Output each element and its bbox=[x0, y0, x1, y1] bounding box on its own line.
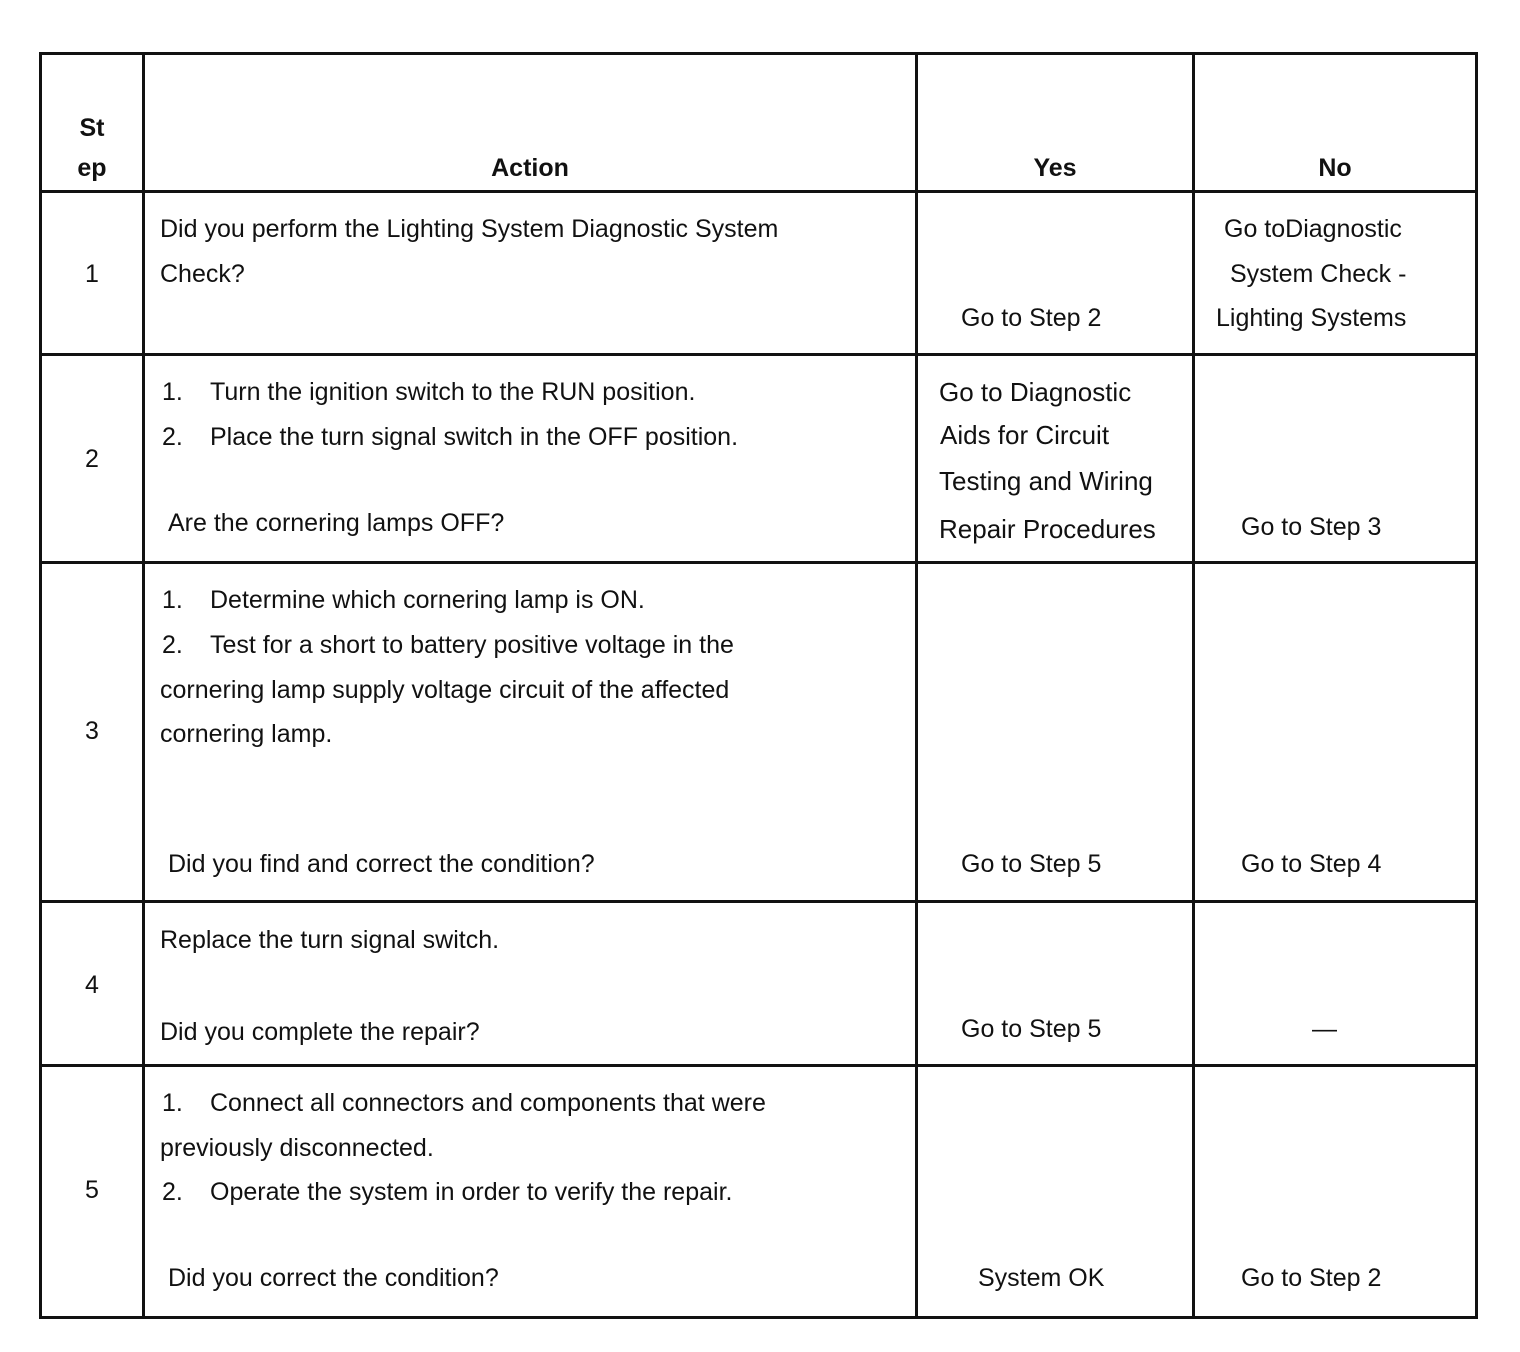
no-outcome: Go to Step 2 bbox=[1241, 1264, 1382, 1292]
diagnostic-table bbox=[39, 52, 1478, 1319]
yes-cell bbox=[917, 1066, 1194, 1318]
action-question: Did you correct the condition? bbox=[168, 1264, 499, 1292]
table-row bbox=[41, 902, 1477, 1066]
list-number: 2. bbox=[162, 1178, 183, 1206]
list-number: 1. bbox=[162, 586, 183, 614]
action-cell bbox=[144, 1066, 917, 1318]
action-cell bbox=[144, 192, 917, 355]
list-number: 1. bbox=[162, 1089, 183, 1117]
list-text: Place the turn signal switch in the OFF position. bbox=[210, 423, 739, 451]
yes-outcome: Aids for Circuit bbox=[940, 420, 1110, 450]
list-text: Test for a short to battery positive voltage in the bbox=[210, 631, 734, 659]
yes-cell bbox=[917, 902, 1194, 1066]
yes-outcome: Go to Step 5 bbox=[961, 850, 1102, 878]
action-text: cornering lamp. bbox=[160, 720, 333, 748]
action-list-item bbox=[162, 1088, 766, 1118]
list-number: 2. bbox=[162, 423, 183, 451]
table-row bbox=[41, 563, 1477, 902]
action-text: Replace the turn signal switch. bbox=[160, 926, 500, 954]
list-text: Connect all connectors and components that were bbox=[210, 1089, 766, 1117]
header-no-cell bbox=[1194, 54, 1477, 192]
action-cell bbox=[144, 563, 917, 902]
diagnostic-table-frame bbox=[39, 52, 1475, 1316]
list-number: 2. bbox=[162, 631, 183, 659]
yes-cell bbox=[917, 192, 1194, 355]
step-cell bbox=[41, 192, 144, 355]
step-cell bbox=[41, 902, 144, 1066]
no-outcome: System Check - bbox=[1230, 260, 1407, 288]
step-cell bbox=[41, 1066, 144, 1318]
yes-cell bbox=[917, 355, 1194, 563]
no-cell bbox=[1194, 355, 1477, 563]
yes-outcome: System OK bbox=[978, 1264, 1105, 1292]
action-question: Are the cornering lamps OFF? bbox=[168, 509, 505, 537]
action-question: Did you complete the repair? bbox=[160, 1018, 480, 1046]
action-text: Check? bbox=[160, 260, 245, 288]
no-cell bbox=[1194, 192, 1477, 355]
table-row bbox=[41, 355, 1477, 563]
header-yes: Yes bbox=[1033, 154, 1077, 182]
action-list-item bbox=[162, 1177, 732, 1207]
list-text: Turn the ignition switch to the RUN position. bbox=[210, 378, 696, 406]
header-no: No bbox=[1318, 154, 1352, 182]
table-row bbox=[41, 192, 1477, 355]
action-text: previously disconnected. bbox=[160, 1134, 434, 1162]
header-yes-cell bbox=[917, 54, 1194, 192]
header-action: Action bbox=[491, 154, 569, 182]
no-cell bbox=[1194, 902, 1477, 1066]
no-cell bbox=[1194, 563, 1477, 902]
action-question: Did you find and correct the condition? bbox=[168, 850, 595, 878]
yes-outcome: Go to Diagnostic bbox=[939, 377, 1132, 407]
yes-outcome: Go to Step 5 bbox=[961, 1015, 1102, 1043]
header-step-line2: ep bbox=[77, 154, 107, 182]
header-step-line1: St bbox=[79, 114, 105, 142]
yes-outcome: Go to Step 2 bbox=[961, 304, 1102, 332]
step-number: 1 bbox=[85, 260, 99, 288]
no-outcome: Go to Step 4 bbox=[1241, 850, 1382, 878]
list-text: Operate the system in order to verify the repair. bbox=[210, 1178, 733, 1206]
action-text: Did you perform the Lighting System Diagnostic System bbox=[160, 215, 779, 243]
action-list-item bbox=[162, 630, 734, 660]
action-list-item bbox=[162, 422, 738, 452]
yes-outcome: Testing and Wiring bbox=[939, 466, 1153, 496]
no-outcome: — bbox=[1312, 1015, 1337, 1043]
step-cell bbox=[41, 563, 144, 902]
no-outcome: Lighting Systems bbox=[1216, 304, 1407, 332]
step-number: 4 bbox=[85, 971, 99, 999]
step-number: 3 bbox=[85, 717, 99, 745]
list-text: Determine which cornering lamp is ON. bbox=[210, 586, 645, 614]
yes-cell bbox=[917, 563, 1194, 902]
action-list-item bbox=[162, 585, 645, 615]
action-text: cornering lamp supply voltage circuit of the affected bbox=[160, 676, 730, 704]
no-cell bbox=[1194, 1066, 1477, 1318]
action-list-item bbox=[162, 377, 695, 407]
action-cell bbox=[144, 902, 917, 1066]
header-action-cell bbox=[144, 54, 917, 192]
list-number: 1. bbox=[162, 378, 183, 406]
action-cell bbox=[144, 355, 917, 563]
header-row bbox=[41, 54, 1477, 192]
header-step-cell bbox=[41, 54, 144, 192]
no-outcome: Go toDiagnostic bbox=[1224, 215, 1402, 243]
table-row bbox=[41, 1066, 1477, 1318]
step-cell bbox=[41, 355, 144, 563]
step-number: 2 bbox=[85, 445, 99, 473]
no-outcome: Go to Step 3 bbox=[1241, 513, 1382, 541]
step-number: 5 bbox=[85, 1176, 99, 1204]
yes-outcome: Repair Procedures bbox=[939, 514, 1156, 544]
